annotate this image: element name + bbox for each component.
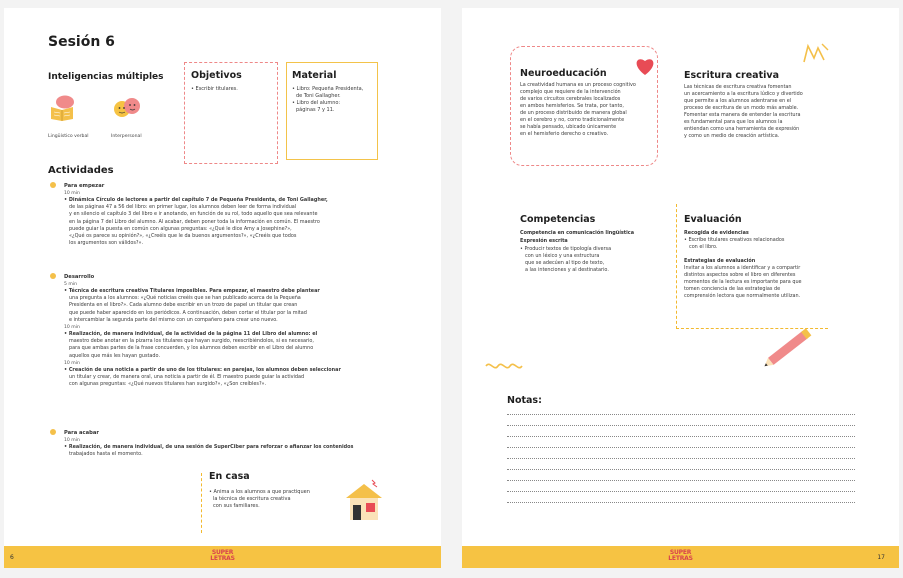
- right-page: [462, 8, 899, 568]
- actividades-heading: Actividades: [48, 165, 114, 176]
- desarrollo-line: que puede haber aparecido en los periódicos. A continuación, deben cortar el titular por la mitad: [69, 309, 307, 316]
- objetivos-item: • Escribir titulares.: [191, 86, 238, 92]
- material-item-3: • Libro del alumno:: [292, 100, 341, 106]
- escritura-line: un acercamiento a la escritura lúdico y divertido: [684, 91, 803, 97]
- inteligencias-heading: Inteligencias múltiples: [48, 72, 164, 82]
- desarrollo-line: una pregunta a los alumnos: «¿Qué noticias creéis que se han publicado acerca de la Pequeña: [69, 295, 301, 302]
- left-footer: [4, 546, 441, 568]
- heart-icon: [634, 56, 656, 76]
- en-casa-line-2: la técnica de escritura creativa: [213, 496, 291, 502]
- desarrollo-line: e intercambiar la segunda parte del mismo con un compañero para crear uno nuevo.: [69, 316, 278, 323]
- neuro-line: complejo que requiere de la intervención: [520, 89, 621, 95]
- squiggle-icon: [484, 358, 528, 382]
- material-item-1: • Libro: Pequeña Presidenta,: [292, 86, 364, 92]
- escritura-text: [684, 84, 803, 140]
- para-empezar-line: de las páginas 47 a 56 del libro: en primer lugar, los alumnos deben leer de forma individual: [69, 204, 297, 211]
- house-icon: [342, 478, 386, 524]
- note-line: [507, 425, 855, 426]
- competencias-line: con un léxico y una estructura: [525, 253, 600, 259]
- neuro-line: se había pensado, ubicado únicamente: [520, 124, 617, 130]
- para-acabar-line: • Realización, de manera individual, de una sesión de SuperCiber para reforzar o afianzar los contenidos: [64, 444, 354, 450]
- book-speech-icon: [48, 93, 78, 123]
- sparkle-doodle-icon: [802, 42, 830, 66]
- evaluacion-sub-1: Recogida de evidencias: [684, 230, 749, 236]
- desarrollo-text-3: [64, 367, 341, 389]
- desarrollo-line: Presidenta en el libro?». Cada alumno debe escribir en un trozo de papel un titular que crean: [69, 302, 298, 309]
- faces-icon: [111, 94, 143, 122]
- escritura-line: es fundamental para que los alumnos la: [684, 119, 783, 125]
- material-item-2: de Toni Gallagher.: [296, 93, 341, 99]
- escritura-line: Fomentar esta manera de entender la escritura: [684, 112, 801, 118]
- note-line: [507, 491, 855, 492]
- neuro-line: de un proceso distribuido de manera global: [520, 110, 627, 116]
- competencias-line: a las intenciones y al destinatario.: [525, 267, 609, 273]
- evaluacion-line: comprensión lectora que normalmente utilizan.: [684, 293, 801, 299]
- en-casa-divider: [201, 473, 202, 533]
- desarrollo-line: • Creación de una noticia a partir de uno de los titulares: en parejas, los alumnos deben seleccionar: [64, 367, 341, 373]
- evaluacion-heading: Evaluación: [684, 214, 742, 225]
- para-empezar-label: Para empezar: [64, 183, 105, 189]
- para-empezar-line: «¿Qué os parece su opinión?», «¿Creéis que le da buenos argumentos?», «¿Creéis que todos: [69, 233, 297, 240]
- competencias-sub-1: Competencia en comunicación lingüística: [520, 230, 635, 236]
- left-page: [4, 8, 441, 568]
- competencias-line: • Producir textos de tipología diversa: [520, 246, 612, 252]
- evaluacion-line: Invitar a los alumnos a identificar y a compartir: [684, 265, 801, 271]
- evaluacion-line: momentos de la lectura es importante para que: [684, 279, 802, 285]
- linguistico-label: Lingüístico verbal: [48, 134, 89, 139]
- desarrollo-label: Desarrollo: [64, 274, 95, 280]
- evaluacion-line: con el libro.: [689, 244, 718, 250]
- material-item-4: páginas 7 y 11.: [296, 107, 335, 113]
- escritura-line: proceso de escritura de un modo más amable.: [684, 105, 799, 111]
- session-title: Sesión 6: [48, 34, 115, 50]
- escritura-line: entiendan como una herramienta de expresión: [684, 126, 800, 132]
- competencias-line: que se adecúen al tipo de texto,: [525, 260, 605, 266]
- notas-heading: Notas:: [507, 395, 542, 406]
- desarrollo-line: aquellos que más les hayan gustado.: [69, 352, 160, 359]
- desarrollo-line: un titular y crear, de manera oral, una noticia a partir de él. El maestro puede guiar la actividad: [69, 374, 305, 381]
- page-number: 6: [10, 554, 14, 561]
- desarrollo-time-2: 10 min: [64, 325, 80, 330]
- desarrollo-text-2: [64, 331, 317, 360]
- para-acabar-time: 10 min: [64, 438, 80, 443]
- note-line: [507, 414, 855, 415]
- para-empezar-line: • Dinámica Círculo de lectores a partir del capítulo 7 de Pequeña Presidenta, de Toni Gallagher,: [64, 197, 328, 203]
- en-casa-heading: En casa: [209, 471, 250, 482]
- neuro-heading: Neuroeducación: [520, 68, 607, 79]
- evaluacion-line: • Escribe titulares creativos relacionados: [684, 237, 785, 243]
- super-letras-logo: SUPER LETRAS: [210, 549, 235, 562]
- section-dot: [50, 273, 56, 279]
- para-empezar-time: 10 min: [64, 191, 80, 196]
- material-heading: Material: [292, 70, 337, 81]
- note-line: [507, 458, 855, 459]
- super-letras-logo: SUPER LETRAS: [668, 549, 693, 562]
- evaluacion-line: distintos aspectos sobre el libro en diferentes: [684, 272, 796, 278]
- competencias-heading: Competencias: [520, 214, 596, 225]
- escritura-heading: Escritura creativa: [684, 70, 779, 81]
- note-line: [507, 502, 855, 503]
- neuro-line: en el hemisferio derecho o creativo.: [520, 131, 609, 137]
- note-line: [507, 469, 855, 470]
- desarrollo-time: 5 min: [64, 282, 78, 287]
- desarrollo-line: • Técnica de escritura creativa Titulares imposibles. Para empezar, el maestro debe plantear: [64, 288, 320, 294]
- evaluacion-line: tomen conciencia de las estrategias de: [684, 286, 781, 292]
- desarrollo-line: con algunas preguntas: «¿Qué nuevos titulares han surgido?», «¿Son creíbles?».: [69, 381, 267, 388]
- evaluacion-sub-2: Estrategias de evaluación: [684, 258, 756, 264]
- right-footer: [462, 546, 899, 568]
- escritura-line: y como un medio de creación artística.: [684, 133, 780, 139]
- evaluacion-text-2: [684, 265, 802, 300]
- para-empezar-line: en la página 7 del Libro del alumno. Al acabar, deben poner toda la información en común. El maestro: [69, 218, 320, 225]
- objetivos-heading: Objetivos: [191, 70, 242, 81]
- escritura-line: Las técnicas de escritura creativa fomentan: [684, 84, 792, 90]
- note-line: [507, 447, 855, 448]
- competencias-sub-2: Expresión escrita: [520, 238, 568, 244]
- para-empezar-line: los argumentos son válidos?».: [69, 240, 144, 247]
- para-acabar-label: Para acabar: [64, 430, 99, 436]
- para-acabar-line: trabajados hasta el momento.: [69, 451, 143, 458]
- pencil-icon: [758, 320, 822, 374]
- desarrollo-line: para que ambas partes de la frase concuerden, y los alumnos deben escribir en el Libro del alumno: [69, 345, 314, 352]
- desarrollo-line: maestro debe anotar en la pizarra los titulares que hayan surgido, reescribiéndolos, si es necesario,: [69, 338, 314, 345]
- desarrollo-time-3: 10 min: [64, 361, 80, 366]
- para-empezar-line: puede guiar la puesta en común con algunas preguntas: «¿Qué le dice Amy a Josephine?»,: [69, 225, 292, 232]
- neuro-line: La creatividad humana es un proceso cognitivo: [520, 82, 636, 88]
- section-dot: [50, 429, 56, 435]
- para-acabar-text: [64, 444, 353, 458]
- desarrollo-line: • Realización, de manera individual, de la actividad de la página 11 del Libro del alumno: el: [64, 331, 318, 337]
- neuro-line: en ambos hemisferios. Se trata, por tanto,: [520, 103, 624, 109]
- para-empezar-line: y en silencio el capítulo 3 del libro e ir anotando, en función de su rol, todo aquello que sea relevante: [69, 211, 318, 218]
- neuro-line: en el cerebro y no, como tradicionalmente: [520, 117, 625, 123]
- note-line: [507, 480, 855, 481]
- neuro-text: [520, 82, 636, 138]
- en-casa-line-1: • Anima a los alumnos a que practiquen: [209, 489, 310, 495]
- section-dot: [50, 182, 56, 188]
- page-number: 17: [877, 554, 885, 561]
- neuro-line: de varios circuitos cerebrales localizados: [520, 96, 621, 102]
- para-empezar-text: [64, 197, 328, 247]
- evaluacion-text-1: [684, 237, 784, 251]
- desarrollo-text-1: [64, 288, 320, 324]
- note-line: [507, 436, 855, 437]
- en-casa-line-3: con sus familiares.: [213, 503, 260, 509]
- interpersonal-label: Interpersonal: [111, 134, 142, 139]
- competencias-text: [520, 246, 611, 274]
- escritura-line: que permite a los alumnos adentrarse en el: [684, 98, 792, 104]
